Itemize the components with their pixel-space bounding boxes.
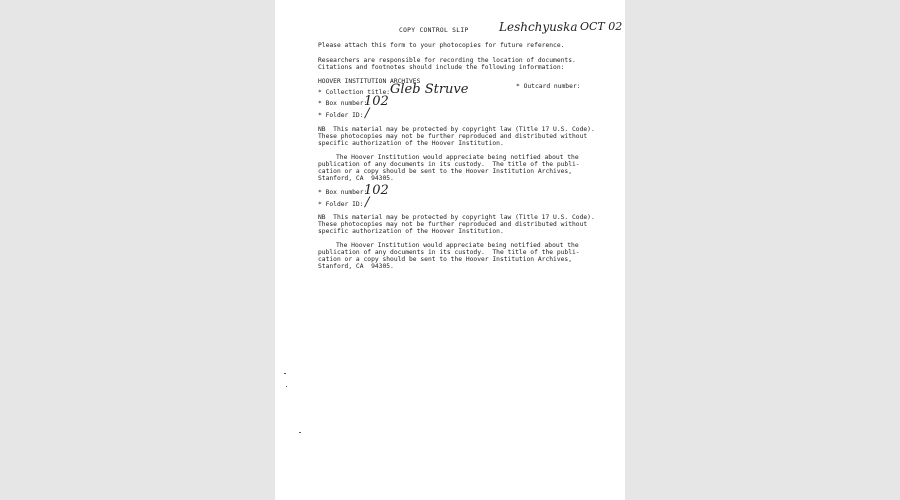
folder-id-value-2: / (365, 195, 370, 210)
notify-notice-2-line-4: Stanford, CA 94305. (318, 263, 394, 270)
notify-notice-2-line-2: publication of any documents in its custody. The title of the publi- (318, 249, 580, 256)
box-number-label-1: * Box number: (318, 100, 368, 107)
scan-speck (299, 432, 301, 433)
box-number-value-2: 102 (364, 183, 389, 198)
copyright-notice-line-3: specific authorization of the Hoover Institution. (318, 140, 504, 147)
notify-notice-line-3: cation or a copy should be sent to the Hoover Institution Archives, (318, 168, 573, 175)
collection-title-value: Gleb Struve (390, 82, 469, 97)
notify-notice-2-line-1: The Hoover Institution would appreciate being notified about the (336, 242, 579, 249)
folder-id-label-2: * Folder ID: (318, 201, 364, 208)
notify-notice-2-line-3: cation or a copy should be sent to the Hoover Institution Archives, (318, 256, 573, 263)
copyright-notice-2-line-2: These photocopies may not be further reproduced and distributed without (318, 221, 588, 228)
box-number-value-1: 102 (364, 94, 389, 109)
notify-notice-line-4: Stanford, CA 94305. (318, 175, 394, 182)
collection-title-label: * Collection title: (318, 89, 391, 96)
researchers-note-line-1: Researchers are responsible for recording the location of documents. (318, 57, 576, 64)
box-number-label-2: * Box number: (318, 189, 368, 196)
copyright-notice-2-line-1: NB This material may be protected by copyright law (Title 17 U.S. Code). (318, 214, 595, 221)
form-title: COPY CONTROL SLIP (399, 27, 469, 34)
folder-id-value-1: / (365, 106, 370, 121)
copyright-notice-line-1: NB This material may be protected by copyright law (Title 17 U.S. Code). (318, 126, 595, 133)
archive-name: HOOVER INSTITUTION ARCHIVES (318, 78, 421, 85)
instruction-text: Please attach this form to your photocopies for future reference. (318, 42, 565, 49)
scan-speck (286, 386, 287, 387)
handwritten-date: OCT 02 (580, 20, 623, 33)
copyright-notice-line-2: These photocopies may not be further reproduced and distributed without (318, 133, 588, 140)
outcard-number-label: * Outcard number: (516, 83, 581, 90)
scan-speck (284, 373, 286, 374)
researchers-note-line-2: Citations and footnotes should include the following information: (318, 64, 565, 71)
folder-id-label-1: * Folder ID: (318, 112, 364, 119)
notify-notice-line-1: The Hoover Institution would appreciate being notified about the (336, 154, 579, 161)
handwritten-name: Leshchyuska (499, 20, 578, 34)
copyright-notice-2-line-3: specific authorization of the Hoover Institution. (318, 228, 504, 235)
document-page (275, 0, 625, 500)
notify-notice-line-2: publication of any documents in its custody. The title of the publi- (318, 161, 580, 168)
